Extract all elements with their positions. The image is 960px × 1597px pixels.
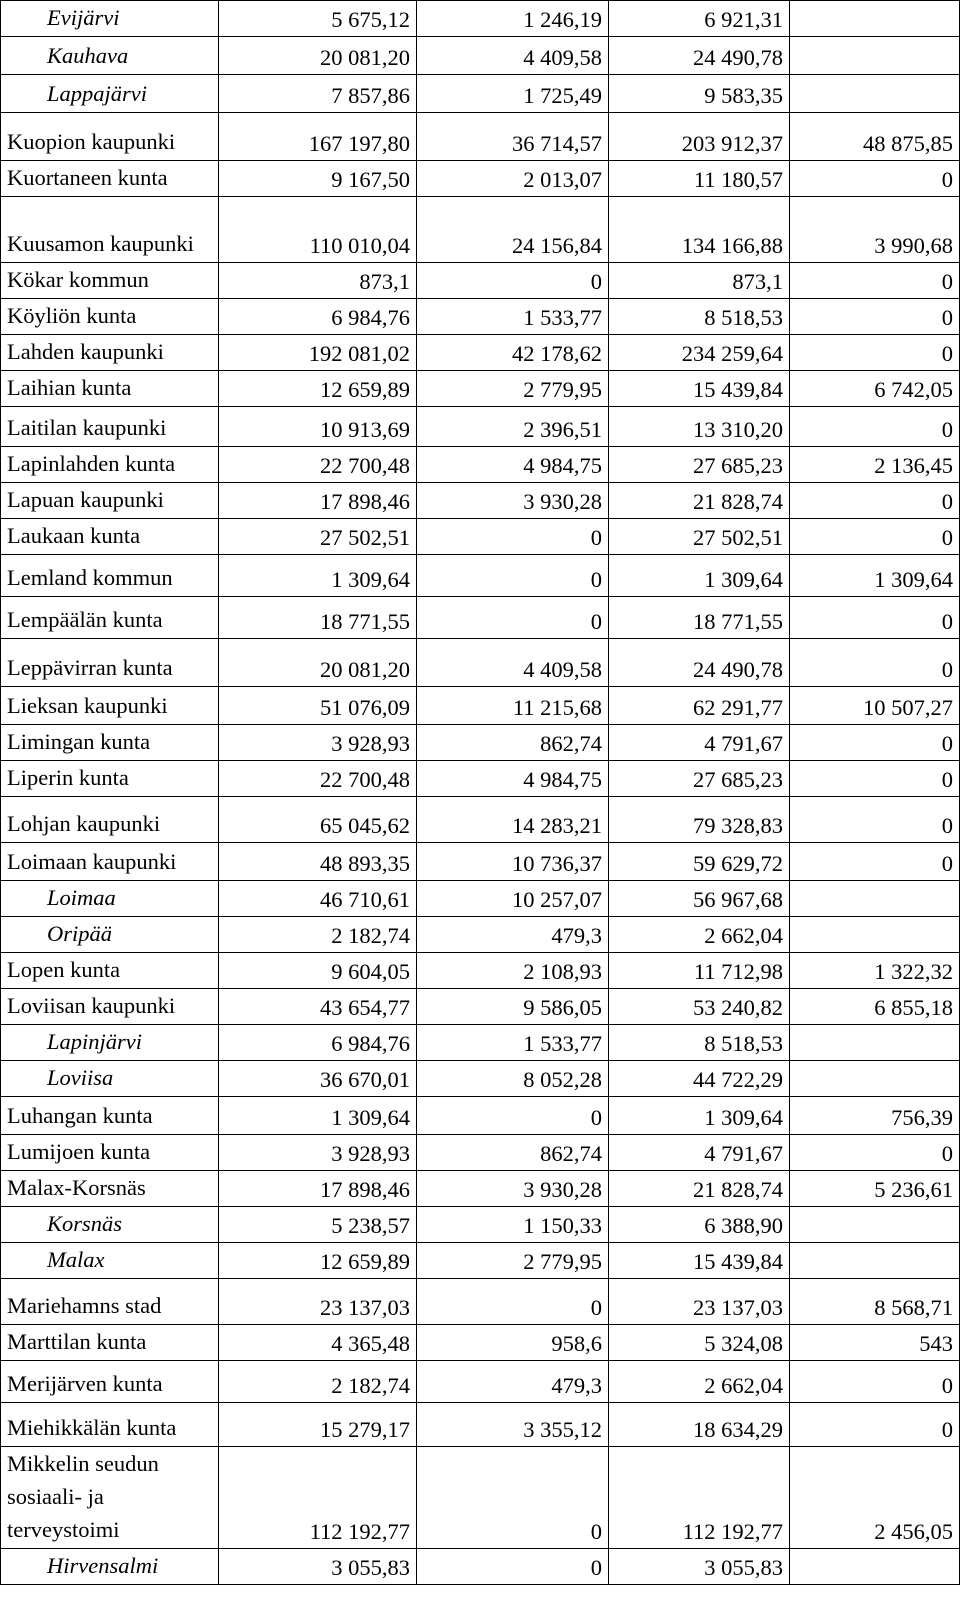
amount-cell: 862,74	[417, 725, 609, 761]
table-row	[1, 483, 960, 519]
amount-cell: 20 081,20	[219, 37, 417, 75]
municipality-name-cell: Marttilan kunta	[1, 1325, 219, 1361]
amount-cell: 0	[417, 1279, 609, 1325]
amount-cell: 0	[790, 335, 960, 371]
total-cell: 1 309,64	[609, 1097, 790, 1135]
municipality-name-cell: Lapuan kaupunki	[1, 483, 219, 519]
table-row	[1, 1243, 960, 1279]
amount-cell: 862,74	[417, 1135, 609, 1171]
amount-cell	[790, 37, 960, 75]
amount-cell: 873,1	[219, 263, 417, 299]
amount-cell: 10 913,69	[219, 407, 417, 447]
municipality-name-cell: Lempäälän kunta	[1, 597, 219, 639]
total-cell: 2 662,04	[609, 917, 790, 953]
total-cell: 27 502,51	[609, 519, 790, 555]
total-cell: 62 291,77	[609, 687, 790, 725]
amount-cell: 0	[417, 1097, 609, 1135]
table-row	[1, 519, 960, 555]
amount-cell: 15 279,17	[219, 1403, 417, 1447]
amount-cell: 7 857,86	[219, 75, 417, 113]
municipality-name-cell: Korsnäs	[1, 1207, 219, 1243]
amount-cell: 0	[790, 1403, 960, 1447]
table-row	[1, 299, 960, 335]
amount-cell: 5 236,61	[790, 1171, 960, 1207]
table-row	[1, 555, 960, 597]
amount-cell: 20 081,20	[219, 639, 417, 687]
amount-cell: 4 984,75	[417, 447, 609, 483]
table-row	[1, 1061, 960, 1097]
amount-cell: 9 167,50	[219, 161, 417, 197]
amount-cell: 0	[417, 519, 609, 555]
total-cell: 27 685,23	[609, 761, 790, 797]
amount-cell: 10 736,37	[417, 843, 609, 881]
amount-cell: 0	[790, 161, 960, 197]
table-row	[1, 597, 960, 639]
amount-cell: 1 533,77	[417, 1025, 609, 1061]
total-cell: 11 180,57	[609, 161, 790, 197]
municipality-name-cell: Loimaan kaupunki	[1, 843, 219, 881]
amount-cell: 17 898,46	[219, 483, 417, 519]
municipality-name-cell: Lapinjärvi	[1, 1025, 219, 1061]
amount-cell: 1 246,19	[417, 1, 609, 37]
municipality-name-cell: Lopen kunta	[1, 953, 219, 989]
table-row	[1, 263, 960, 299]
amount-cell: 0	[790, 761, 960, 797]
amount-cell: 0	[790, 843, 960, 881]
municipality-name-cell: Limingan kunta	[1, 725, 219, 761]
table-row	[1, 953, 960, 989]
amount-cell: 3 990,68	[790, 197, 960, 263]
amount-cell: 46 710,61	[219, 881, 417, 917]
total-cell: 2 662,04	[609, 1361, 790, 1403]
total-cell: 112 192,77	[609, 1447, 790, 1549]
amount-cell: 2 182,74	[219, 1361, 417, 1403]
municipality-name-cell: Laukaan kunta	[1, 519, 219, 555]
amount-cell: 0	[790, 519, 960, 555]
amount-cell: 24 156,84	[417, 197, 609, 263]
total-cell: 13 310,20	[609, 407, 790, 447]
amount-cell: 27 502,51	[219, 519, 417, 555]
total-cell: 3 055,83	[609, 1549, 790, 1585]
municipality-name-cell: Leppävirran kunta	[1, 639, 219, 687]
table-row	[1, 447, 960, 483]
municipality-name-cell: Kuortaneen kunta	[1, 161, 219, 197]
total-cell: 79 328,83	[609, 797, 790, 843]
table-row	[1, 371, 960, 407]
amount-cell: 2 396,51	[417, 407, 609, 447]
municipality-name-cell: Kauhava	[1, 37, 219, 75]
total-cell: 59 629,72	[609, 843, 790, 881]
amount-cell: 43 654,77	[219, 989, 417, 1025]
amount-cell: 192 081,02	[219, 335, 417, 371]
total-cell: 4 791,67	[609, 1135, 790, 1171]
amount-cell: 8 568,71	[790, 1279, 960, 1325]
table-row	[1, 335, 960, 371]
municipality-name-cell: Laitilan kaupunki	[1, 407, 219, 447]
table-row	[1, 687, 960, 725]
amount-cell	[790, 1061, 960, 1097]
table-row	[1, 1025, 960, 1061]
table-row	[1, 917, 960, 953]
municipality-name-cell: Luhangan kunta	[1, 1097, 219, 1135]
amount-cell: 6 742,05	[790, 371, 960, 407]
table-row	[1, 197, 960, 263]
table-row	[1, 1, 960, 37]
total-cell: 234 259,64	[609, 335, 790, 371]
table-row	[1, 1403, 960, 1447]
amount-cell: 112 192,77	[219, 1447, 417, 1549]
amount-cell: 5 675,12	[219, 1, 417, 37]
amount-cell: 0	[790, 263, 960, 299]
amount-cell: 1 150,33	[417, 1207, 609, 1243]
amount-cell: 36 714,57	[417, 113, 609, 161]
amount-cell: 2 779,95	[417, 1243, 609, 1279]
total-cell: 53 240,82	[609, 989, 790, 1025]
total-cell: 203 912,37	[609, 113, 790, 161]
amount-cell	[790, 1025, 960, 1061]
amount-cell: 4 984,75	[417, 761, 609, 797]
amount-cell: 0	[790, 797, 960, 843]
amount-cell: 0	[790, 299, 960, 335]
amount-cell: 10 507,27	[790, 687, 960, 725]
amount-cell: 0	[790, 483, 960, 519]
amount-cell: 4 409,58	[417, 37, 609, 75]
amount-cell: 3 055,83	[219, 1549, 417, 1585]
amount-cell: 12 659,89	[219, 371, 417, 407]
table-row	[1, 1279, 960, 1325]
table-row	[1, 989, 960, 1025]
amount-cell: 0	[417, 1447, 609, 1549]
amount-cell: 1 309,64	[219, 555, 417, 597]
amount-cell: 2 456,05	[790, 1447, 960, 1549]
total-cell: 21 828,74	[609, 483, 790, 519]
municipality-name-cell: Kuopion kaupunki	[1, 113, 219, 161]
amount-cell: 1 725,49	[417, 75, 609, 113]
amount-cell: 10 257,07	[417, 881, 609, 917]
amount-cell: 958,6	[417, 1325, 609, 1361]
table-row	[1, 161, 960, 197]
amount-cell: 22 700,48	[219, 761, 417, 797]
total-cell: 23 137,03	[609, 1279, 790, 1325]
amount-cell: 18 771,55	[219, 597, 417, 639]
municipality-name-cell: Miehikkälän kunta	[1, 1403, 219, 1447]
amount-cell: 4 365,48	[219, 1325, 417, 1361]
amount-cell: 4 409,58	[417, 639, 609, 687]
table-row	[1, 1207, 960, 1243]
table-row	[1, 75, 960, 113]
table-row	[1, 843, 960, 881]
amount-cell: 9 586,05	[417, 989, 609, 1025]
municipality-name-cell: Lappajärvi	[1, 75, 219, 113]
table-row	[1, 1097, 960, 1135]
total-cell: 9 583,35	[609, 75, 790, 113]
table-row	[1, 881, 960, 917]
table-row	[1, 1549, 960, 1585]
amount-cell: 0	[790, 1135, 960, 1171]
municipality-name-cell: Kuusamon kaupunki	[1, 197, 219, 263]
amount-cell: 2 779,95	[417, 371, 609, 407]
amount-cell: 9 604,05	[219, 953, 417, 989]
amount-cell: 0	[790, 725, 960, 761]
amount-cell	[790, 1549, 960, 1585]
amount-cell: 1 309,64	[790, 555, 960, 597]
total-cell: 21 828,74	[609, 1171, 790, 1207]
amount-cell: 1 309,64	[219, 1097, 417, 1135]
amount-cell: 0	[790, 639, 960, 687]
municipality-name-cell: Evijärvi	[1, 1, 219, 37]
table-row	[1, 1171, 960, 1207]
municipality-name-cell: Loimaa	[1, 881, 219, 917]
amount-cell: 0	[790, 1361, 960, 1403]
amount-cell: 51 076,09	[219, 687, 417, 725]
amount-cell: 167 197,80	[219, 113, 417, 161]
amount-cell: 36 670,01	[219, 1061, 417, 1097]
table-row	[1, 407, 960, 447]
amount-cell: 543	[790, 1325, 960, 1361]
municipality-name-cell: Lieksan kaupunki	[1, 687, 219, 725]
municipality-name-cell: Laihian kunta	[1, 371, 219, 407]
amount-cell: 0	[417, 597, 609, 639]
municipality-name-cell: Lumijoen kunta	[1, 1135, 219, 1171]
amount-cell: 1 533,77	[417, 299, 609, 335]
amount-cell: 479,3	[417, 917, 609, 953]
total-cell: 1 309,64	[609, 555, 790, 597]
total-cell: 134 166,88	[609, 197, 790, 263]
amount-cell: 17 898,46	[219, 1171, 417, 1207]
table-row	[1, 113, 960, 161]
table-row	[1, 37, 960, 75]
total-cell: 24 490,78	[609, 639, 790, 687]
municipality-name-cell: Mikkelin seudun sosiaali- ja terveystoimi	[1, 1447, 219, 1549]
amount-cell: 22 700,48	[219, 447, 417, 483]
total-cell: 5 324,08	[609, 1325, 790, 1361]
table-row	[1, 1447, 960, 1549]
municipality-name-cell: Oripää	[1, 917, 219, 953]
total-cell: 4 791,67	[609, 725, 790, 761]
municipality-name-cell: Köyliön kunta	[1, 299, 219, 335]
amount-cell: 48 893,35	[219, 843, 417, 881]
total-cell: 44 722,29	[609, 1061, 790, 1097]
amount-cell: 6 984,76	[219, 299, 417, 335]
total-cell: 56 967,68	[609, 881, 790, 917]
amount-cell	[790, 917, 960, 953]
total-cell: 15 439,84	[609, 1243, 790, 1279]
amount-cell: 23 137,03	[219, 1279, 417, 1325]
total-cell: 8 518,53	[609, 1025, 790, 1061]
amount-cell: 2 013,07	[417, 161, 609, 197]
amount-cell: 3 928,93	[219, 1135, 417, 1171]
total-cell: 873,1	[609, 263, 790, 299]
amount-cell: 2 136,45	[790, 447, 960, 483]
municipality-name-cell: Lahden kaupunki	[1, 335, 219, 371]
total-cell: 18 634,29	[609, 1403, 790, 1447]
municipality-name-cell: Hirvensalmi	[1, 1549, 219, 1585]
amount-cell	[790, 1, 960, 37]
municipality-name-cell: Malax-Korsnäs	[1, 1171, 219, 1207]
amount-cell: 756,39	[790, 1097, 960, 1135]
amount-cell: 1 322,32	[790, 953, 960, 989]
table-row	[1, 1361, 960, 1403]
total-cell: 6 921,31	[609, 1, 790, 37]
municipality-name-cell: Liperin kunta	[1, 761, 219, 797]
total-cell: 11 712,98	[609, 953, 790, 989]
table-body	[1, 1, 960, 1585]
total-cell: 18 771,55	[609, 597, 790, 639]
amount-cell: 3 930,28	[417, 1171, 609, 1207]
amount-cell: 0	[417, 1549, 609, 1585]
amount-cell: 5 238,57	[219, 1207, 417, 1243]
amount-cell: 14 283,21	[417, 797, 609, 843]
amount-cell	[790, 75, 960, 113]
municipality-name-cell: Loviisan kaupunki	[1, 989, 219, 1025]
amount-cell: 6 855,18	[790, 989, 960, 1025]
amount-cell: 3 928,93	[219, 725, 417, 761]
amount-cell: 3 355,12	[417, 1403, 609, 1447]
amount-cell	[790, 1207, 960, 1243]
table-row	[1, 1325, 960, 1361]
total-cell: 6 388,90	[609, 1207, 790, 1243]
amount-cell: 3 930,28	[417, 483, 609, 519]
amount-cell: 479,3	[417, 1361, 609, 1403]
table-row	[1, 797, 960, 843]
municipality-name-cell: Merijärven kunta	[1, 1361, 219, 1403]
amount-cell: 65 045,62	[219, 797, 417, 843]
amount-cell: 0	[417, 263, 609, 299]
amount-cell: 12 659,89	[219, 1243, 417, 1279]
municipality-name-cell: Lapinlahden kunta	[1, 447, 219, 483]
total-cell: 15 439,84	[609, 371, 790, 407]
amount-cell: 48 875,85	[790, 113, 960, 161]
municipality-name-cell: Lemland kommun	[1, 555, 219, 597]
table-row	[1, 725, 960, 761]
amount-cell	[790, 881, 960, 917]
amount-cell: 0	[790, 407, 960, 447]
table-row	[1, 1135, 960, 1171]
table-row	[1, 761, 960, 797]
amount-cell: 110 010,04	[219, 197, 417, 263]
amount-cell: 8 052,28	[417, 1061, 609, 1097]
amount-cell: 2 108,93	[417, 953, 609, 989]
amount-cell	[790, 1243, 960, 1279]
municipality-name-cell: Malax	[1, 1243, 219, 1279]
municipality-name-cell: Lohjan kaupunki	[1, 797, 219, 843]
total-cell: 24 490,78	[609, 37, 790, 75]
municipality-name-cell: Kökar kommun	[1, 263, 219, 299]
amount-cell: 0	[790, 597, 960, 639]
municipality-name-cell: Mariehamns stad	[1, 1279, 219, 1325]
total-cell: 8 518,53	[609, 299, 790, 335]
table-row	[1, 639, 960, 687]
amount-cell: 42 178,62	[417, 335, 609, 371]
amount-cell: 11 215,68	[417, 687, 609, 725]
amount-cell: 0	[417, 555, 609, 597]
total-cell: 27 685,23	[609, 447, 790, 483]
amount-cell: 2 182,74	[219, 917, 417, 953]
amount-cell: 6 984,76	[219, 1025, 417, 1061]
municipality-name-cell: Loviisa	[1, 1061, 219, 1097]
